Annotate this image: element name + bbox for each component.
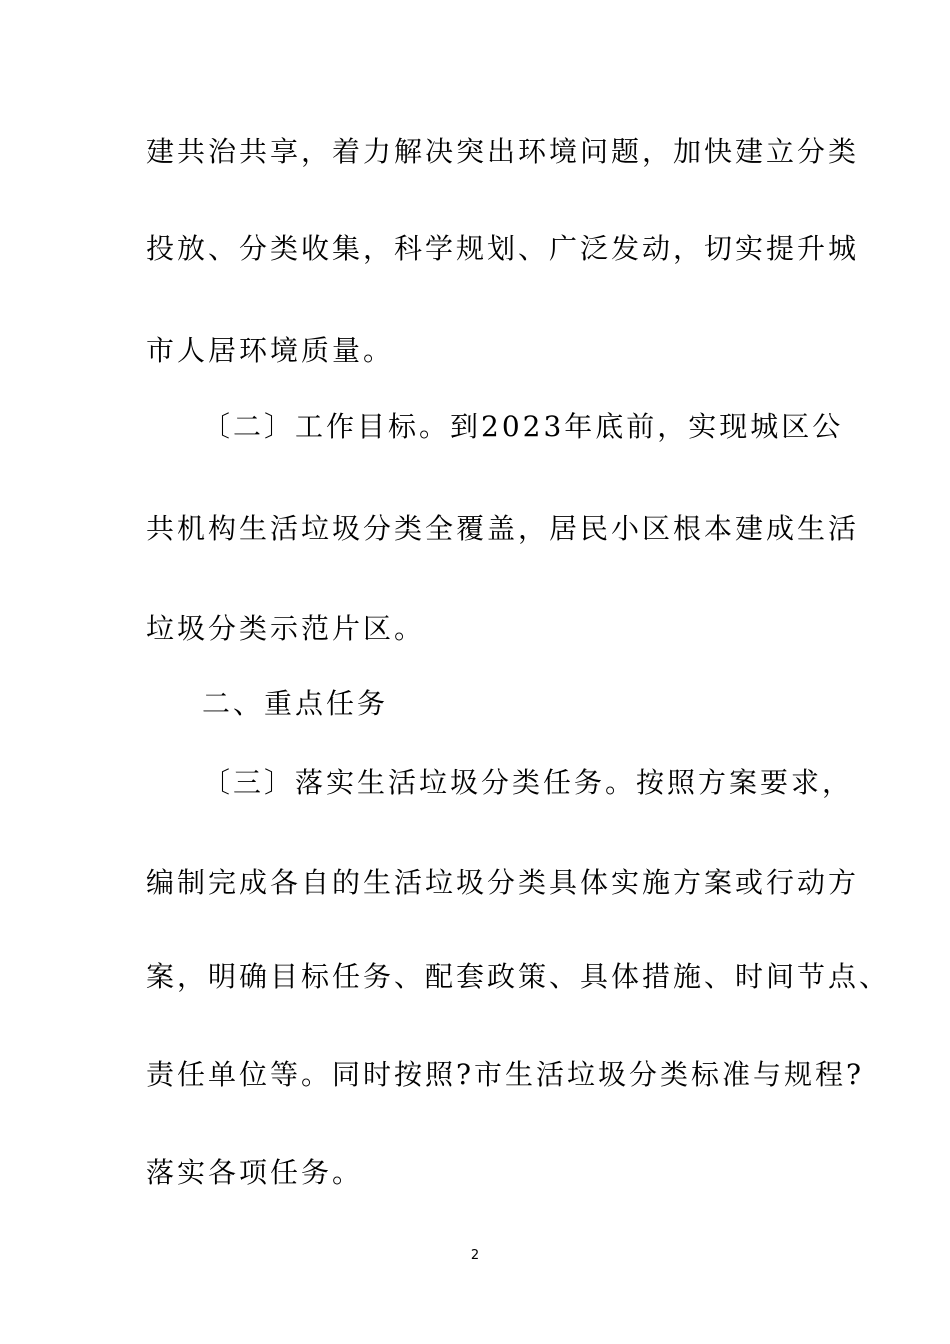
section-task-line-2: 编制完成各自的生活垃圾分类具体实施方案或行动方 <box>146 866 860 899</box>
page-number: 2 <box>470 1248 480 1263</box>
section-heading-key-tasks: 二、重点任务 <box>202 687 389 720</box>
section-task-line-5: 落实各项任务。 <box>146 1156 364 1189</box>
section-task-line-1: 〔三〕落实生活垃圾分类任务。按照方案要求， <box>202 766 854 799</box>
section-goal-line-3: 垃圾分类示范片区。 <box>146 612 426 645</box>
section-task-line-4: 责任单位等。同时按照?市生活垃圾分类标准与规程? <box>146 1058 865 1091</box>
section-goal-line-1: 〔二〕工作目标。到2023年底前，实现城区公 <box>202 410 844 443</box>
paragraph-line-2: 投放、分类收集，科学规划、广泛发动，切实提升城 <box>146 232 860 265</box>
section-task-line-3: 案，明确目标任务、配套政策、具体措施、时间节点、 <box>146 960 891 993</box>
paragraph-line-3: 市人居环境质量。 <box>146 334 395 367</box>
paragraph-line-1: 建共治共享，着力解决突出环境问题，加快建立分类 <box>146 135 860 168</box>
section-goal-line-2: 共机构生活垃圾分类全覆盖，居民小区根本建成生活 <box>146 512 860 545</box>
